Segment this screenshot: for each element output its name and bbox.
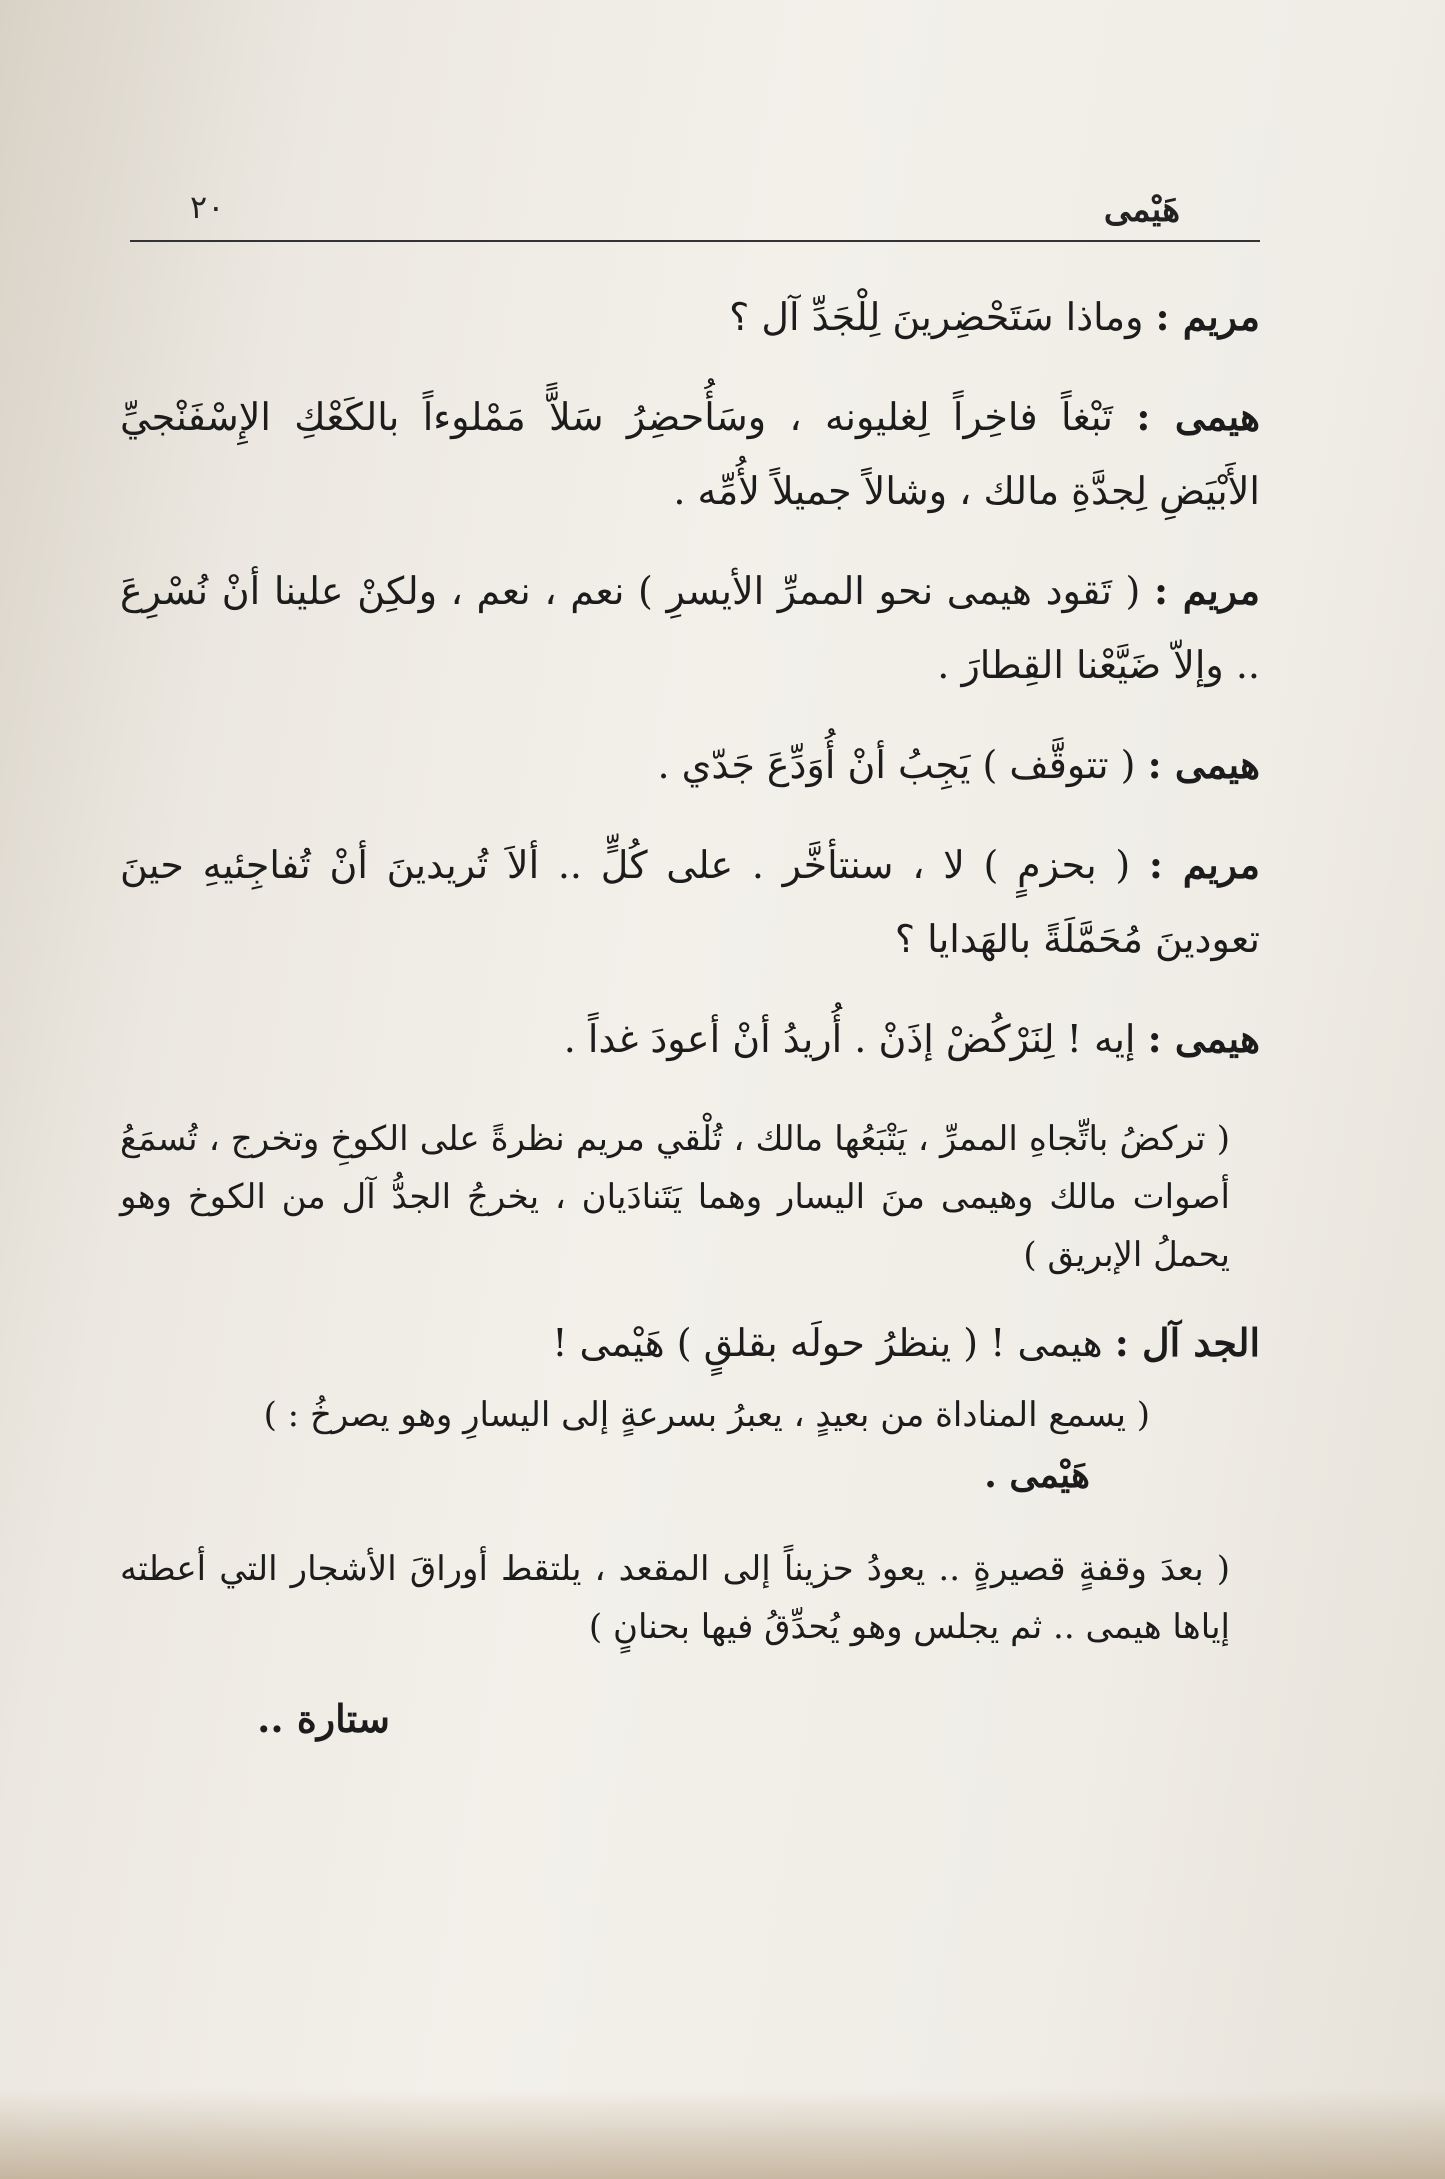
dialogue-text: هيمى ! ( ينظرُ حولَه بقلقٍ ) هَيْمى ! — [552, 1321, 1103, 1365]
speaker-name: مريم : — [1154, 568, 1260, 613]
running-title: هَيْمى — [1103, 190, 1180, 230]
stage-direction: ( يسمع المناداة من بعيدٍ ، يعبرُ بسرعةٍ إلى اليسارِ وهو يصرخُ : ) — [263, 1395, 1150, 1435]
dialogue-line — [120, 1002, 1260, 1076]
shouted-name: هَيْمى . — [984, 1454, 1090, 1496]
speaker-name: هيمى : — [1147, 1016, 1260, 1061]
speaker-name: مريم : — [1155, 294, 1260, 339]
speaker-name: هيمى : — [1147, 742, 1260, 787]
stage-direction: ( بعدَ وقفةٍ قصيرةٍ .. يعودُ حزيناً إلى المقعد ، يلتقط أوراقَ الأشجار التي أعطته إياها هيمى .. ثم يجلس وهو يُحدِّقُ فيها بحنانٍ ) — [120, 1549, 1230, 1647]
speaker-name: هيمى : — [1136, 394, 1260, 439]
play-text — [120, 280, 1260, 1756]
dialogue-text: ( تتوقَّف ) يَجِبُ أنْ أُوَدِّعَ جَدّي . — [657, 743, 1136, 787]
dialogue-text: إيه ! لِنَرْكُضْ إذَنْ . أُريدُ أنْ أعودَ غداً . — [563, 1017, 1136, 1061]
dialogue-text: وماذا سَتَحْضِرينَ لِلْجَدِّ آل ؟ — [729, 295, 1144, 339]
dialogue-text: ( تَقود هيمى نحو الممرِّ الأيسرِ ) نعم ، نعم ، ولكِنْ علينا أنْ نُسْرِعَ .. وإلاّ ضَيَّعْنا القِطارَ . — [120, 569, 1260, 687]
dialogue-line — [120, 380, 1260, 528]
dialogue-text: ( بحزمٍ ) لا ، سنتأخَّر . على كُلٍّ .. ألاَ تُريدينَ أنْ تُفاجِئيهِ حينَ تعودينَ مُحَمَّلَةً بالهَدايا ؟ — [120, 843, 1260, 961]
curtain-note: ستارة .. — [257, 1696, 390, 1741]
dialogue-line — [120, 728, 1260, 802]
page-header — [130, 188, 1260, 248]
page-number: ٢٠ — [190, 188, 225, 226]
stage-direction: ( تركضُ باتِّجاهِ الممرِّ ، يَتْبَعُها مالك ، تُلْقي مريم نظرةً على الكوخِ وتخرج ، تُسمَعُ أصوات مالك وهيمى منَ اليسار وهما يَتَنادَيان ، يخرجُ الجدُّ آل من الكوخ وهو يحملُ الإبريق ) — [120, 1119, 1230, 1275]
speaker-name: الجد آل : — [1114, 1320, 1260, 1365]
dialogue-line — [120, 1306, 1260, 1380]
header-rule — [130, 240, 1260, 242]
speaker-name: مريم : — [1148, 842, 1260, 887]
dialogue-line — [120, 828, 1260, 976]
dialogue-line — [120, 280, 1260, 354]
dialogue-line — [120, 554, 1260, 702]
dialogue-text: تَبْغاً فاخِراً لِغليونه ، وسَأُحضِرُ سَلاًّ مَمْلوءاً بالكَعْكِ الإِسْفَنْجيِّ الأَبْيَضِ لِجدَّةِ مالك ، وشالاً جميلاً لأُمِّه . — [120, 395, 1260, 513]
